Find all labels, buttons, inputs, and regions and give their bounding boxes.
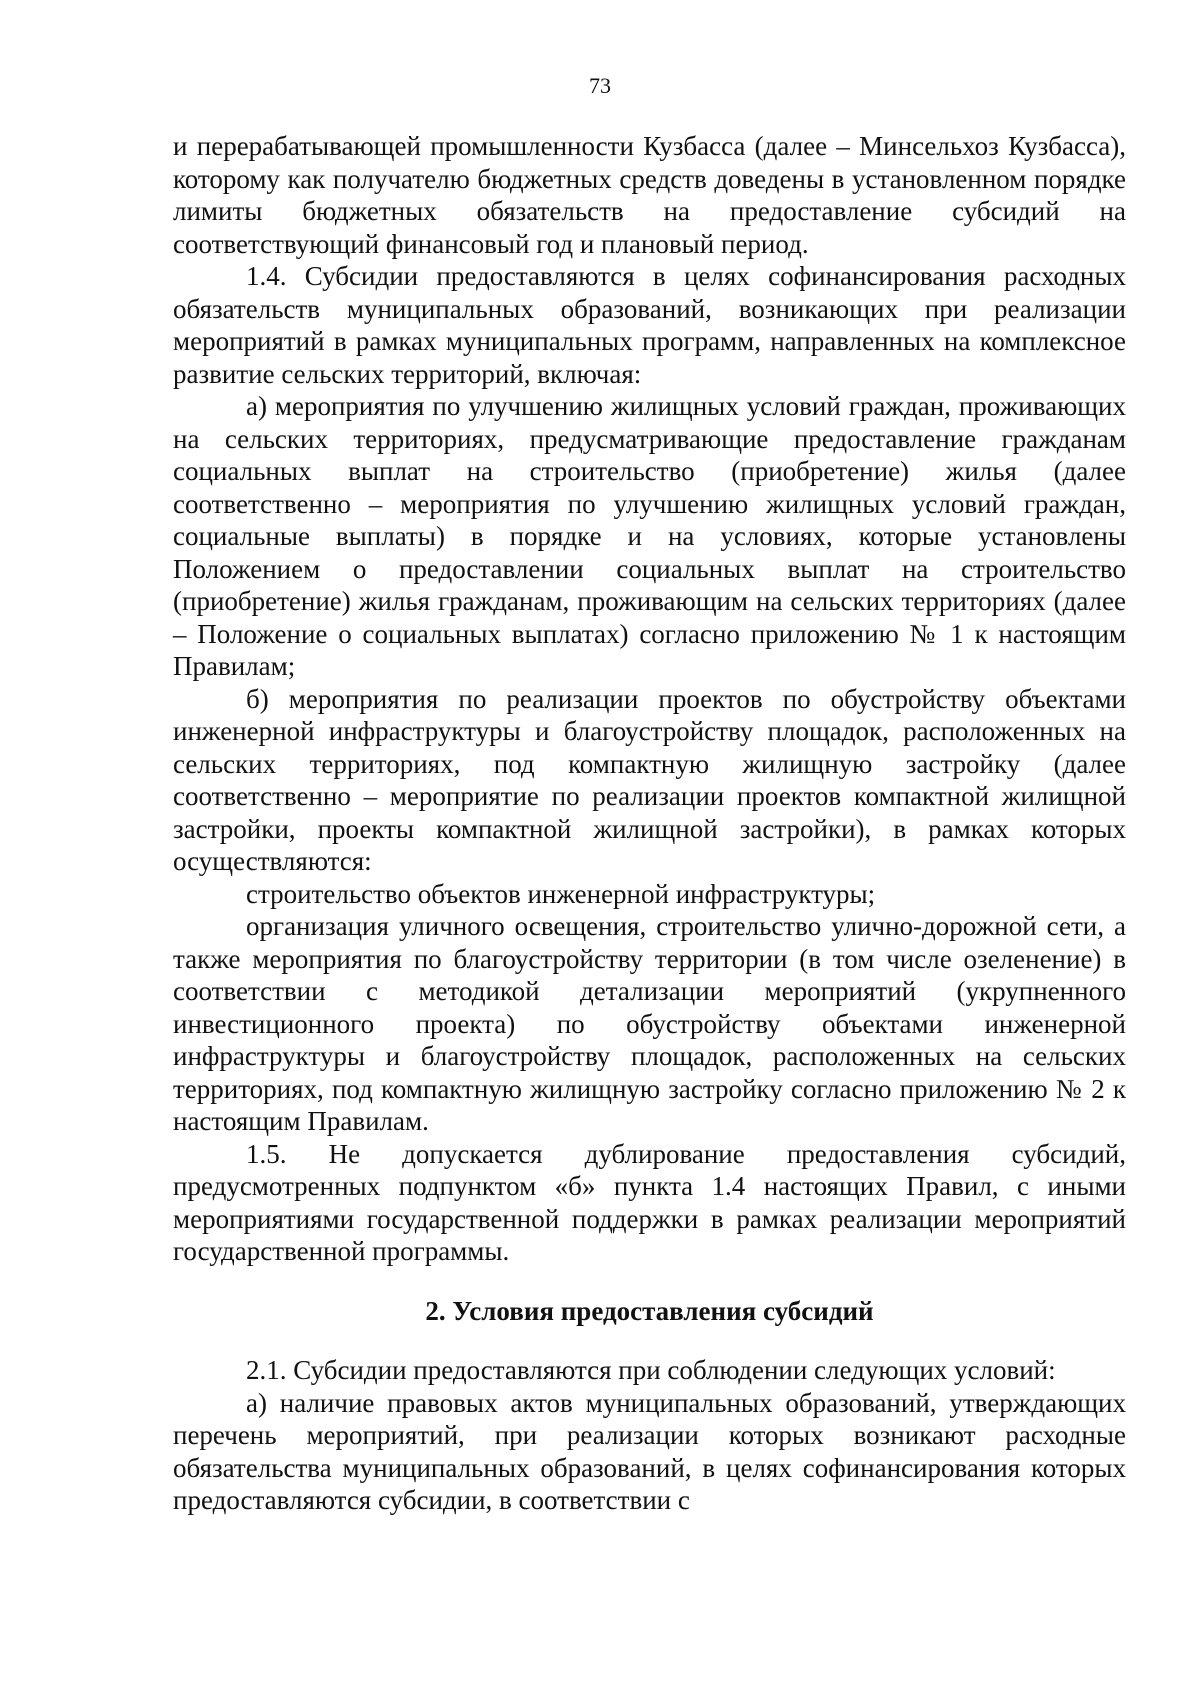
document-body bbox=[173, 130, 1126, 1517]
paragraph: а) наличие правовых актов муниципальных образований, утверждающих перечень мероприятий, при реализации которых возникают расходные обязательства муниципальных образований, в целях софинансирования которых предоставляются субсидии, в соответствии с bbox=[173, 1387, 1126, 1515]
paragraph: 1.4. Субсидии предоставляются в целях софинансирования расходных обязательств муниципальных образований, возникающих при реализации мероприятий в рамках муниципальных программ, направленных на комплексное развитие сельских территорий, включая: bbox=[173, 261, 1126, 389]
paragraphs-before-heading bbox=[173, 130, 1126, 1268]
paragraph: а) мероприятия по улучшению жилищных условий граждан, проживающих на сельских территориях, предусматривающие предоставление гражданам социальных выплат на строительство (приобретение) жилья (далее соответственно – мероприятия по улучшению жилищных условий граждан, социальные выплаты) в порядке и на условиях, которые установлены Положением о предоставлении социальных выплат на строительство (приобретение) жилья гражданам, проживающим на сельских территориях (далее – Положение о социальных выплатах) согласно приложению № 1 к настоящим Правилам; bbox=[173, 391, 1126, 681]
paragraph: 1.5. Не допускается дублирование предоставления субсидий, предусмотренных подпунктом «б» пункта 1.4 настоящих Правил, с иными мероприятиями государственной поддержки в рамках реализации мероприятий государственной программы. bbox=[173, 1138, 1126, 1266]
paragraph: б) мероприятия по реализации проектов по обустройству объектами инженерной инфраструктуры и благоустройству площадок, расположенных на сельских территориях, под компактную жилищную застройку (далее соответственно – мероприятие по реализации проектов компактной жилищной застройки, проекты компактной жилищной застройки), в рамках которых осуществляются: bbox=[173, 683, 1126, 876]
paragraph: и перерабатывающей промышленности Кузбасса (далее – Минсельхоз Кузбасса), которому как получателю бюджетных средств доведены в установленном порядке лимиты бюджетных обязательств на предоставление субсидий на соответствующий финансовый год и плановый период. bbox=[173, 131, 1126, 259]
page-number: 73 bbox=[589, 73, 611, 98]
paragraph: 2.1. Субсидии предоставляются при соблюдении следующих условий: bbox=[246, 1355, 1056, 1385]
paragraphs-after-heading bbox=[173, 1354, 1126, 1517]
paragraph: организация уличного освещения, строительство улично-дорожной сети, а также мероприятия по благоустройству территории (в том числе озеленение) в соответствии с методикой детализации мероприятий (укрупненного инвестиционного проекта) по обустройству объектами инженерной инфраструктуры и благоустройству площадок, расположенных на сельских территориях, под компактную жилищную застройку согласно приложению № 2 к настоящим Правилам. bbox=[173, 911, 1126, 1136]
paragraph: строительство объектов инженерной инфраструктуры; bbox=[246, 878, 876, 909]
section-heading: 2. Условия предоставления субсидий bbox=[425, 1295, 874, 1326]
